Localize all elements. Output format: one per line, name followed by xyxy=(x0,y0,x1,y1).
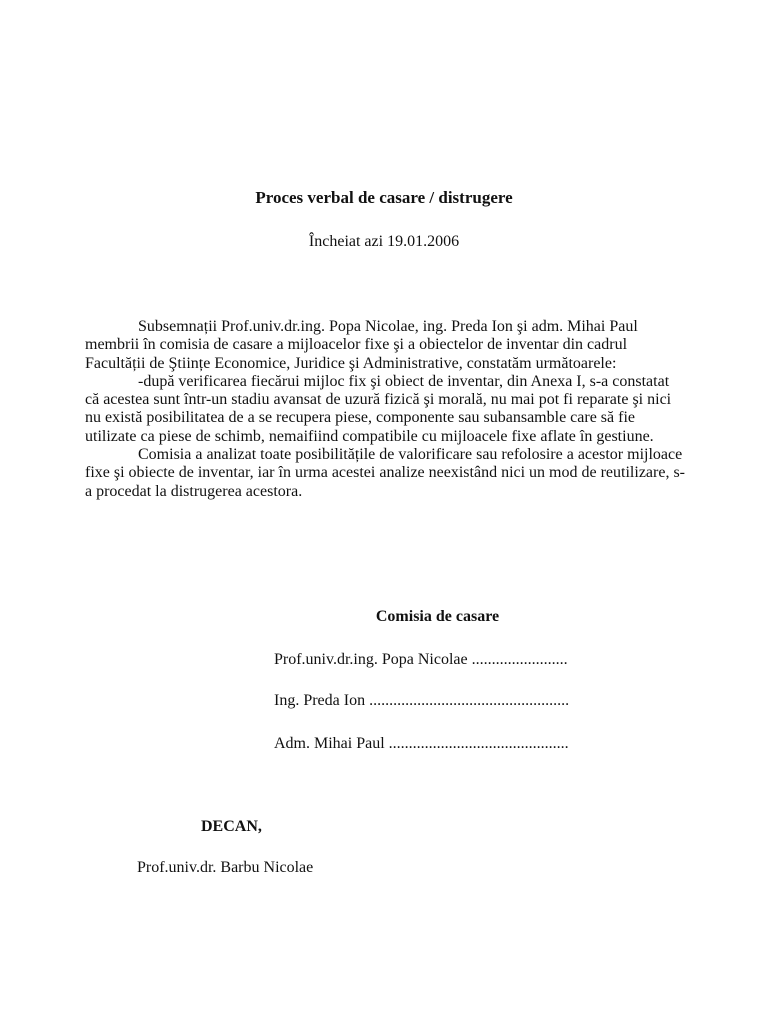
document-title: Proces verbal de casare / distrugere xyxy=(255,188,513,207)
dean-title: DECAN, xyxy=(201,818,262,835)
document-body xyxy=(85,318,685,501)
paragraph-findings: -după verificarea fiecărui mijloc fix şi obiect de inventar, din Anexa I, s-a constatat că acestea sunt într-un stadiu avansat de uzură fizică şi morală, nu mai pot fi reparate şi nici nu există posibilitatea de a se recupera piese, componente sau subansamble care să fie utilizate ca piese de schimb, nemaifiind compatibile cu mijloacele fixe aflate în gestiune. xyxy=(85,372,672,445)
commission-member-signature-line: Adm. Mihai Paul ............................................. xyxy=(274,735,569,752)
paragraph-intro: Subsemnații Prof.univ.dr.ing. Popa Nicolae, ing. Preda Ion şi adm. Mihai Paul membrii în comisia de casare a mijloacelor fixe şi a obiectelor de inventar din cadrul Facultății de Ştiințe Economice, Juridice şi Administrative, constatăm următoarele: xyxy=(85,318,638,372)
dean-name: Prof.univ.dr. Barbu Nicolae xyxy=(137,859,314,876)
paragraph-conclusion: Comisia a analizat toate posibilitățile de valorificare sau refolosire a acestor mijloace fixe şi obiecte de inventar, iar în urma acestei analize neexistând nici un mod de reutilizare, s-a procedat la distrugerea acestora. xyxy=(85,446,685,500)
commission-member-signature-line: Prof.univ.dr.ing. Popa Nicolae ........................ xyxy=(274,651,568,668)
commission-member-signature-line: Ing. Preda Ion .................................................. xyxy=(274,692,570,709)
document-date-line: Încheiat azi 19.01.2006 xyxy=(308,233,460,250)
commission-heading: Comisia de casare xyxy=(375,608,500,625)
